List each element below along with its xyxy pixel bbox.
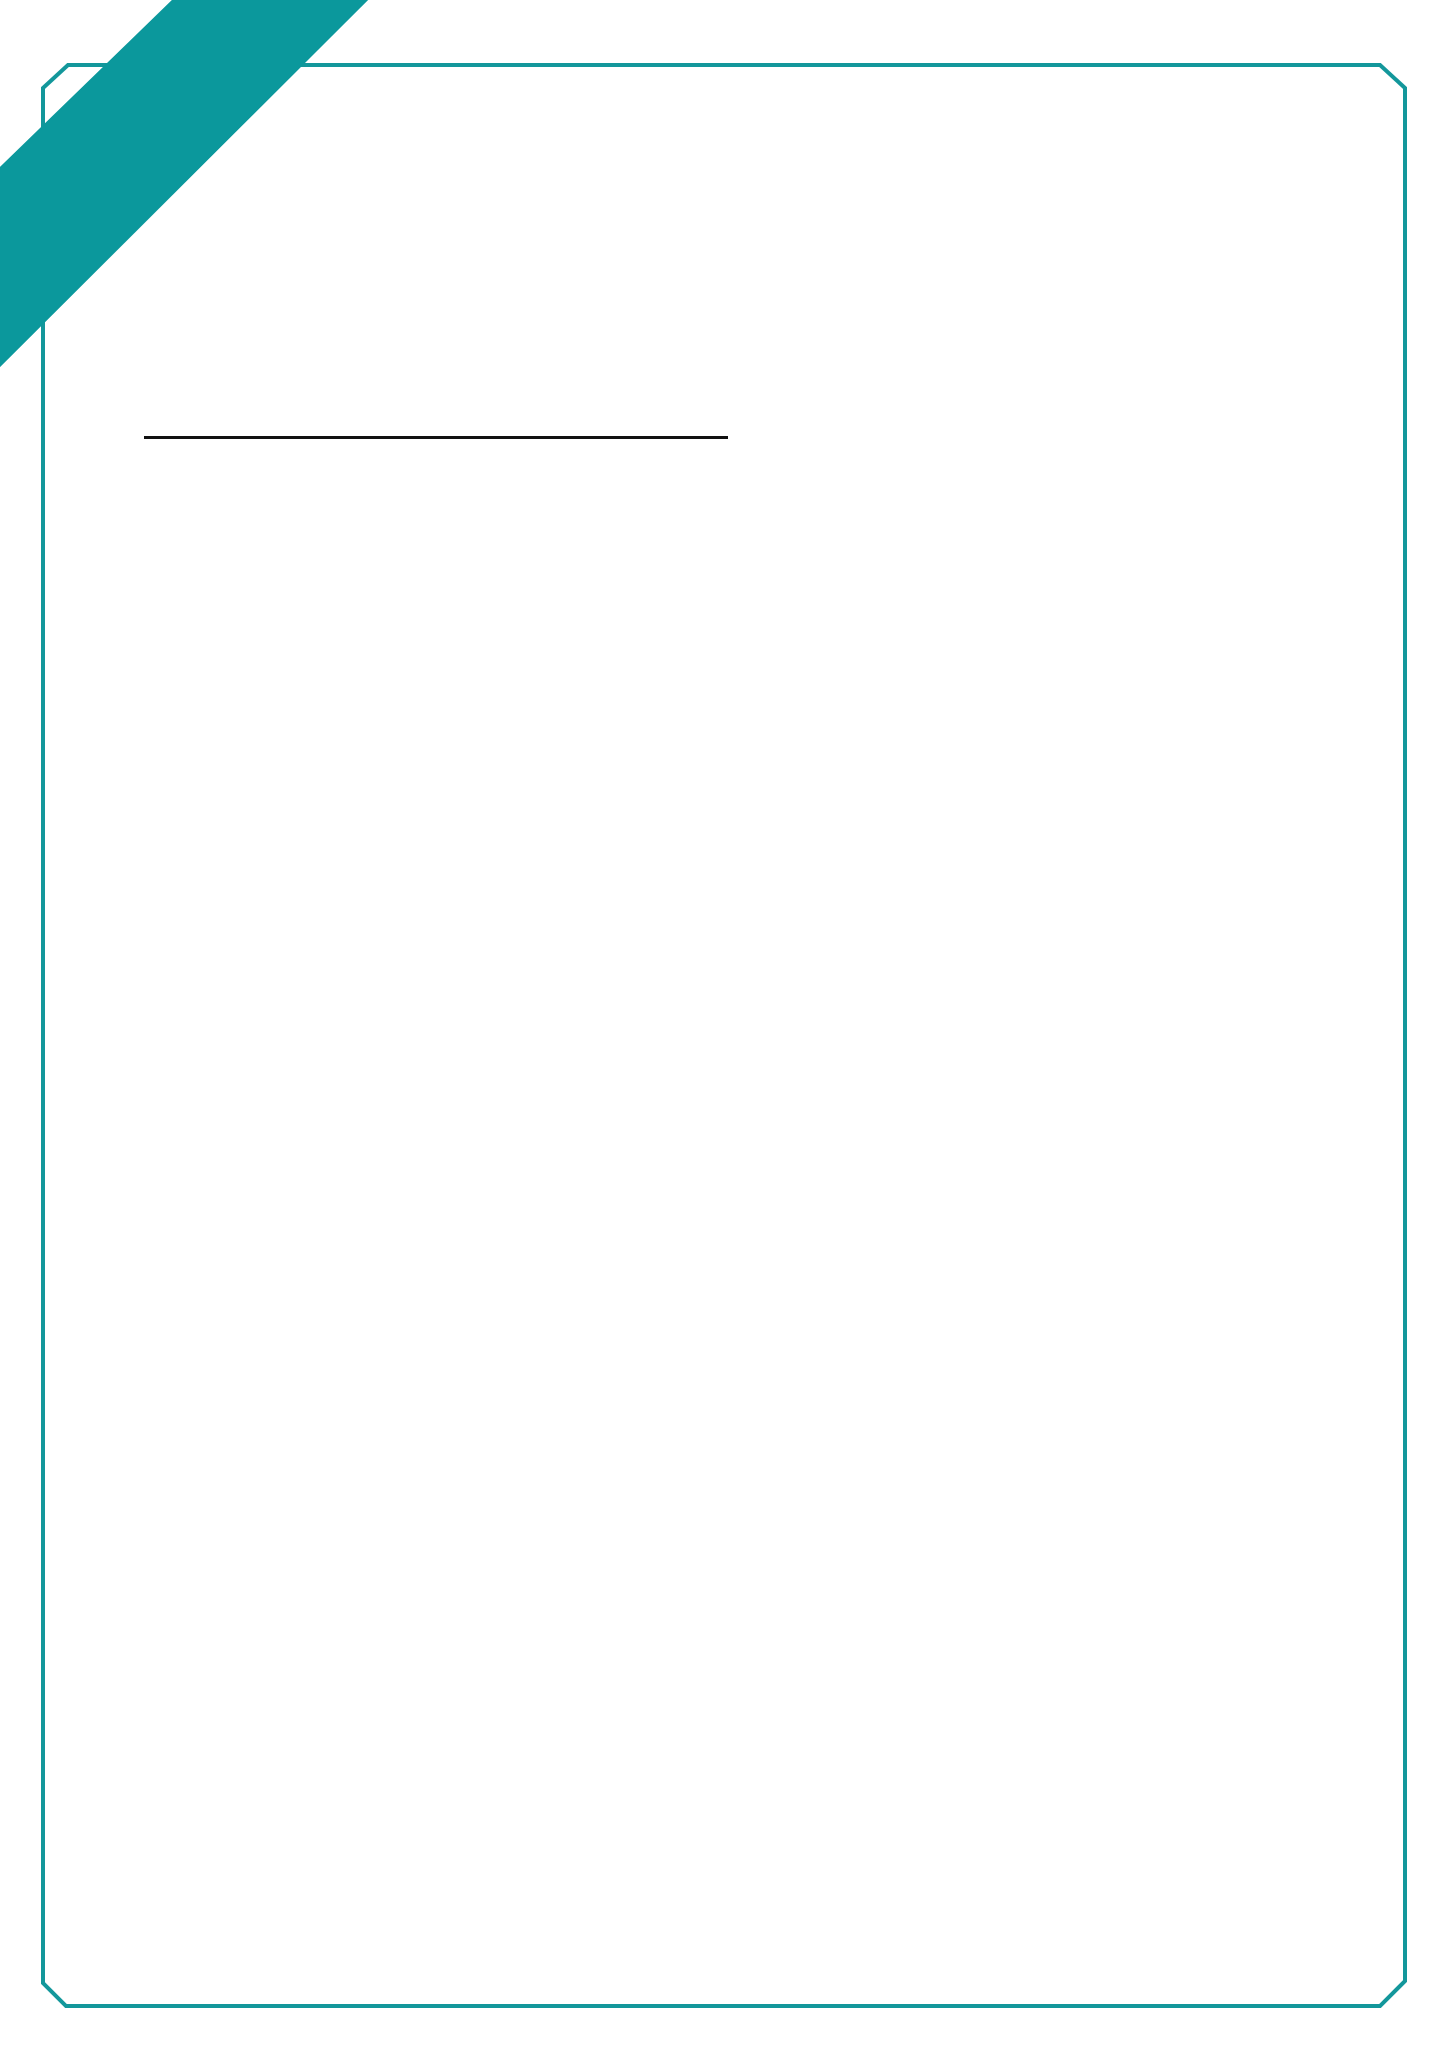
name-blank[interactable] xyxy=(144,436,728,439)
border xyxy=(43,65,1405,2006)
